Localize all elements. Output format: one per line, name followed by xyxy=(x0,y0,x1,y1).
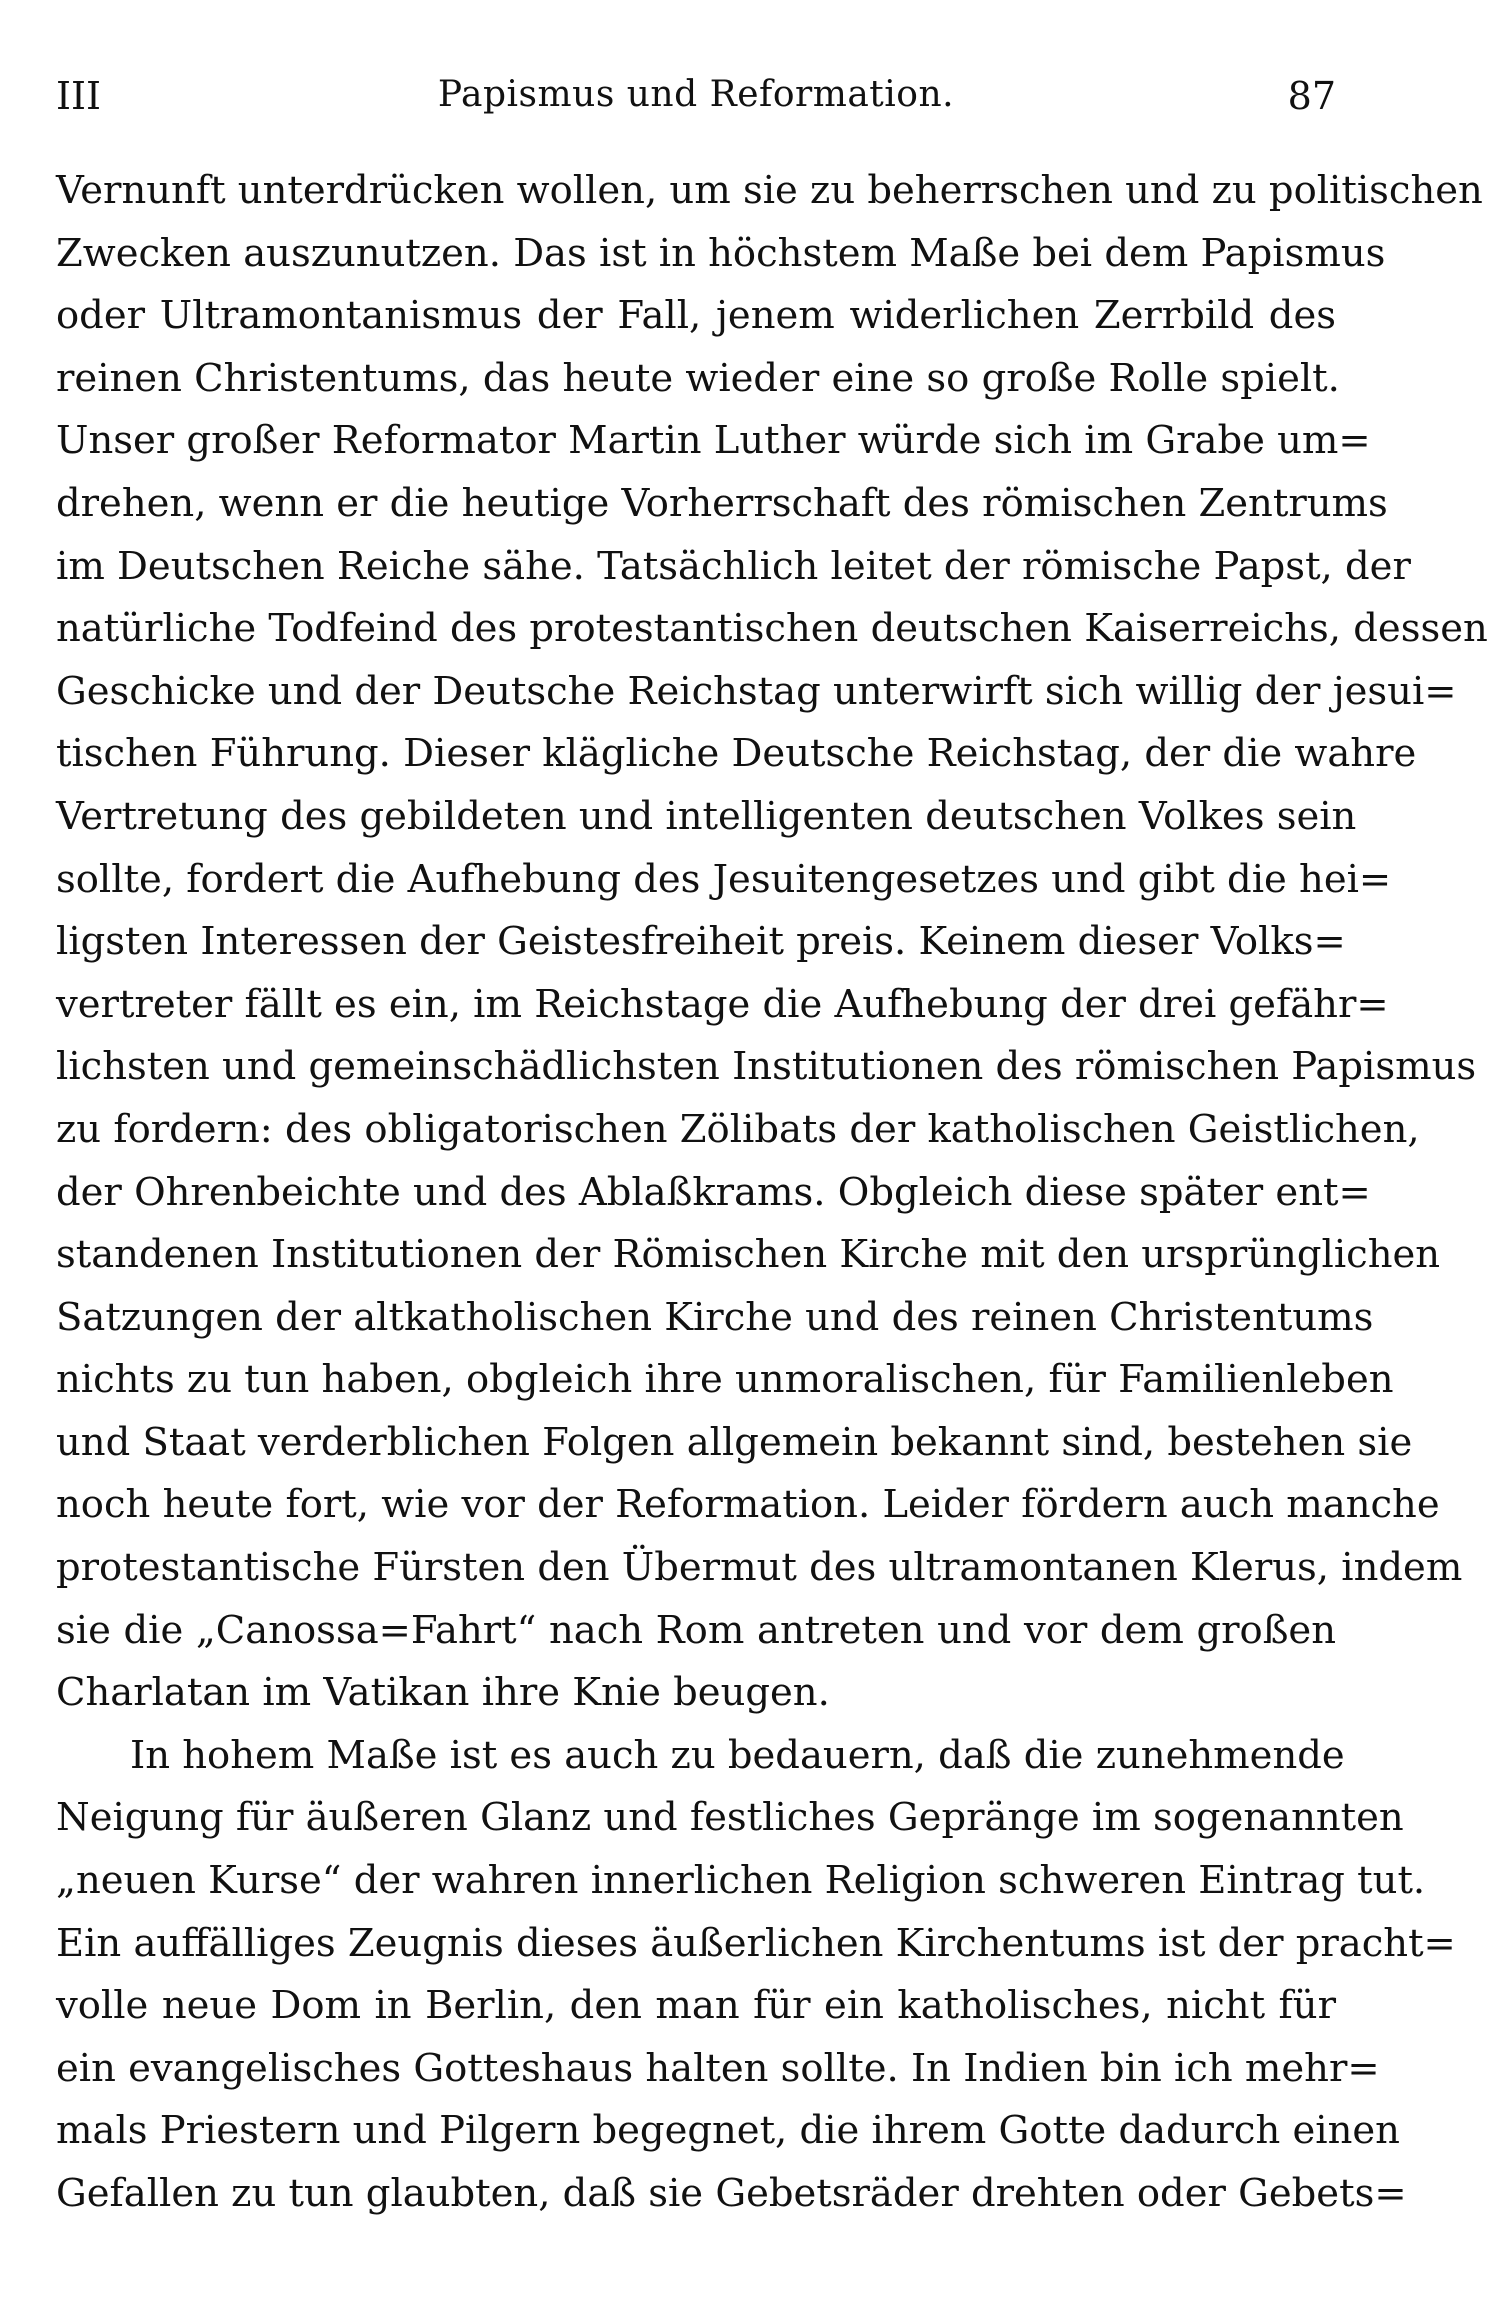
text-line: sollte, fordert die Aufhebung des Jesuitengesetzes und gibt die hei= xyxy=(56,856,1392,902)
text-line: Gefallen zu tun glaubten, daß sie Gebetsräder drehten oder Gebets= xyxy=(56,2171,1407,2216)
text-line: Zwecken auszunutzen. Das ist in höchstem Maße bei dem Papismus xyxy=(56,230,1386,276)
text-line: Vernunft unterdrücken wollen, um sie zu beherrschen und zu politischen xyxy=(56,168,1483,213)
text-line: standenen Institutionen der Römischen Kirche mit den ursprünglichen xyxy=(56,1232,1441,1278)
text-line: reinen Christentums, das heute wieder eine so große Rolle spielt. xyxy=(56,355,1340,401)
text-line: vertreter fällt es ein, im Reichstage die Aufhebung der drei gefähr= xyxy=(56,981,1389,1027)
text-line: der Ohrenbeichte und des Ablaßkrams. Obgleich diese später ent= xyxy=(56,1169,1371,1215)
text-line: Vertretung des gebildeten und intelligenten deutschen Volkes sein xyxy=(56,793,1357,839)
text-line: protestantische Fürsten den Übermut des ultramontanen Klerus, indem xyxy=(56,1545,1463,1591)
paragraph xyxy=(56,1725,1456,2226)
text-line: und Staat verderblichen Folgen allgemein bekannt sind, bestehen sie xyxy=(56,1419,1413,1465)
text-line: nichts zu tun haben, obgleich ihre unmoralischen, für Familienleben xyxy=(56,1357,1394,1403)
paragraph xyxy=(56,160,1488,1725)
text-line: drehen, wenn er die heutige Vorherrschaft des römischen Zentrums xyxy=(56,480,1388,526)
page-header xyxy=(56,74,1336,134)
text-line: volle neue Dom in Berlin, den man für ein katholisches, nicht für xyxy=(56,1983,1336,2029)
text-line: Ein auffälliges Zeugnis dieses äußerlichen Kirchentums ist der pracht= xyxy=(56,1920,1456,1966)
text-line: In hohem Maße ist es auch zu bedauern, daß die zunehmende xyxy=(130,1732,1345,1778)
text-line: Unser großer Reformator Martin Luther würde sich im Grabe um= xyxy=(56,418,1371,464)
running-title: Papismus und Reformation. xyxy=(437,74,955,115)
text-line: zu fordern: des obligatorischen Zölibats der katholischen Geistlichen, xyxy=(56,1106,1420,1152)
text-line: Charlatan im Vatikan ihre Knie beugen. xyxy=(56,1670,830,1716)
text-line: „neuen Kurse“ der wahren innerlichen Religion schweren Eintrag tut. xyxy=(56,1858,1426,1904)
text-line: lichsten und gemeinschädlichsten Institutionen des römischen Papismus xyxy=(56,1044,1477,1090)
text-line: noch heute fort, wie vor der Reformation. Leider fördern auch manche xyxy=(56,1482,1440,1528)
text-line: Geschicke und der Deutsche Reichstag unterwirft sich willig der jesui= xyxy=(56,668,1457,714)
chapter-number: III xyxy=(56,74,102,118)
text-line: sie die „Canossa=Fahrt“ nach Rom antreten und vor dem großen xyxy=(56,1607,1336,1653)
text-line: natürliche Todfeind des protestantischen deutschen Kaiserreichs, dessen xyxy=(56,606,1488,652)
text-line: ein evangelisches Gotteshaus halten sollte. In Indien bin ich mehr= xyxy=(56,2045,1380,2091)
text-line: Neigung für äußeren Glanz und festliches Gepränge im sogenannten xyxy=(56,1795,1404,1841)
body-text xyxy=(56,160,1488,2226)
text-line: ligsten Interessen der Geistesfreiheit preis. Keinem dieser Volks= xyxy=(56,919,1346,965)
text-line: oder Ultramontanismus der Fall, jenem widerlichen Zerrbild des xyxy=(56,293,1336,339)
text-line: Satzungen der altkatholischen Kirche und des reinen Christentums xyxy=(56,1294,1374,1340)
text-line: mals Priestern und Pilgern begegnet, die ihrem Gotte dadurch einen xyxy=(56,2108,1400,2154)
text-line: im Deutschen Reiche sähe. Tatsächlich leitet der römische Papst, der xyxy=(56,543,1411,589)
page-number: 87 xyxy=(1287,74,1336,118)
text-line: tischen Führung. Dieser klägliche Deutsche Reichstag, der die wahre xyxy=(56,731,1417,777)
